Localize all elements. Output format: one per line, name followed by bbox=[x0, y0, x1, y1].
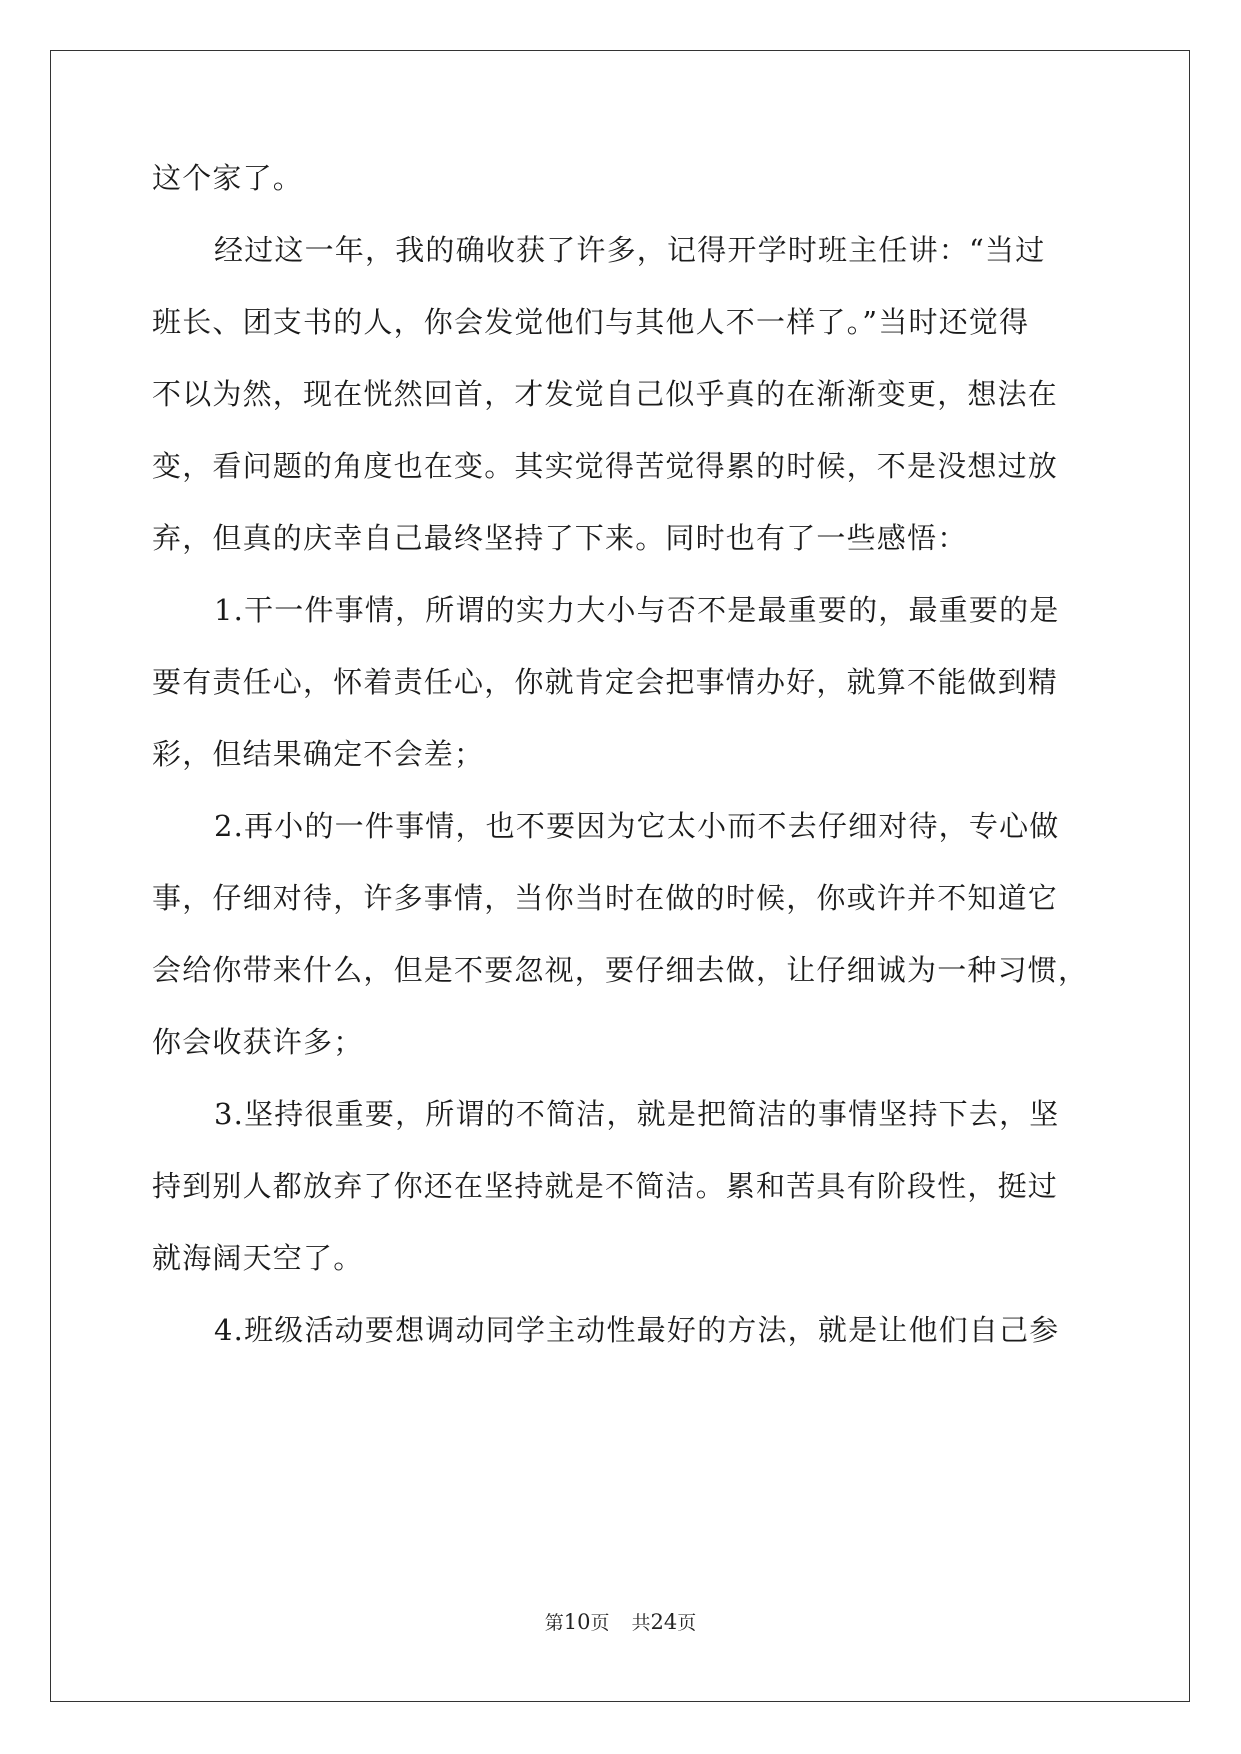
list-item-3: 3.坚持很重要，所谓的不简洁，就是把简洁的事情坚持下去，坚 bbox=[214, 1097, 1060, 1131]
paragraph-start: 经过这一年，我的确收获了许多，记得开学时班主任讲：“当过 bbox=[214, 233, 1046, 267]
text-line: 要有责任心，怀着责任心，你就肯定会把事情办好，就算不能做到精 bbox=[152, 665, 1059, 699]
text-line: 事，仔细对待，许多事情，当你当时在做的时候，你或许并不知道它 bbox=[152, 881, 1059, 915]
text-line: 弃，但真的庆幸自己最终坚持了下来。同时也有了一些感悟： bbox=[152, 521, 968, 555]
page-border bbox=[50, 50, 1190, 1702]
text-line: 持到别人都放弃了你还在坚持就是不简洁。累和苦具有阶段性，挺过 bbox=[152, 1169, 1059, 1203]
footer-gong: 共 bbox=[631, 1612, 651, 1634]
text-line: 就海阔天空了。 bbox=[152, 1241, 364, 1275]
list-item-2: 2.再小的一件事情，也不要因为它太小而不去仔细对待，专心做 bbox=[214, 809, 1060, 843]
text-line: 这个家了。 bbox=[152, 161, 304, 195]
footer-di: 第 bbox=[544, 1612, 564, 1634]
footer-ye2: 页 bbox=[677, 1612, 697, 1634]
footer-ye: 页 bbox=[590, 1612, 610, 1634]
text-line: 不以为然，现在恍然回首，才发觉自己似乎真的在渐渐变更，想法在 bbox=[152, 377, 1059, 411]
total-pages: 24 bbox=[650, 1610, 678, 1634]
text-line: 变，看问题的角度也在变。其实觉得苦觉得累的时候，不是没想过放 bbox=[152, 449, 1059, 483]
text-line: 你会收获许多； bbox=[152, 1025, 364, 1059]
list-item-1: 1.干一件事情，所谓的实力大小与否不是最重要的，最重要的是 bbox=[214, 593, 1060, 627]
list-item-4: 4.班级活动要想调动同学主动性最好的方法，就是让他们自己参 bbox=[214, 1313, 1060, 1347]
page-number: 10 bbox=[563, 1610, 591, 1634]
page-footer bbox=[0, 1610, 1241, 1635]
text-line: 彩，但结果确定不会差； bbox=[152, 737, 485, 771]
text-line: 会给你带来什么，但是不要忽视，要仔细去做，让仔细诚为一种习惯， bbox=[152, 953, 1089, 987]
text-line: 班长、团支书的人，你会发觉他们与其他人不一样了。”当时还觉得 bbox=[152, 305, 1030, 339]
